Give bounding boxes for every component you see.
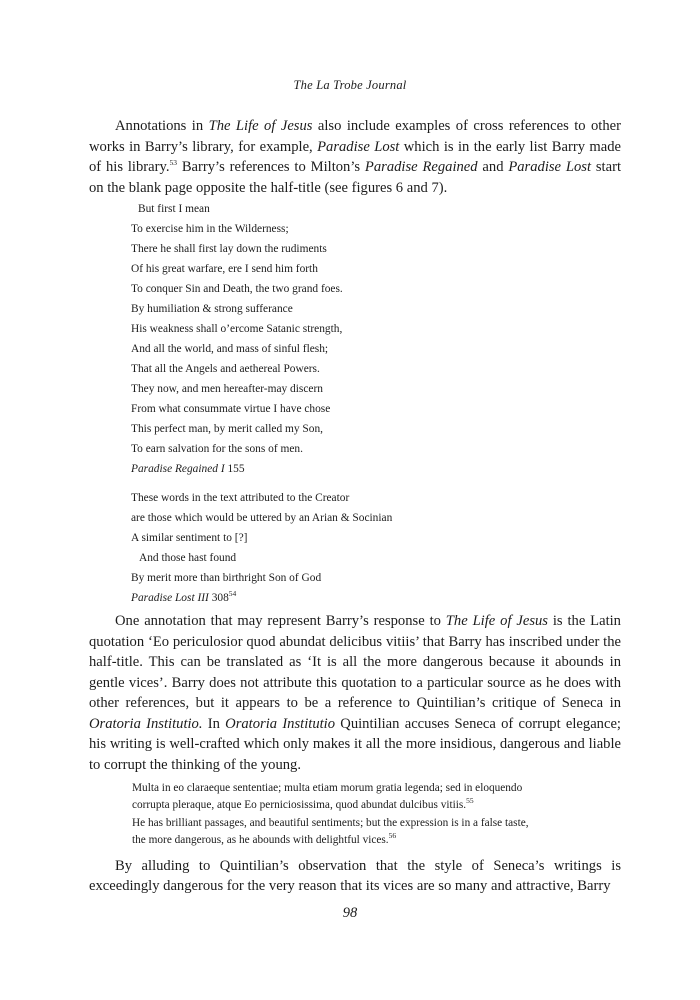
verse-line: These words in the text attributed to the Creator (131, 492, 350, 504)
verse-line: By humiliation & strong sufferance (131, 303, 293, 315)
verse-line: There he shall first lay down the rudiments (131, 243, 327, 255)
verse-arian-note (131, 488, 621, 608)
verse-line: This perfect man, by merit called my Son, (131, 423, 324, 435)
quote-line: corrupta pleraque, atque Eo perniciosissima, quod abundat dulcibus vitiis.$^{55}$ (132, 796, 474, 812)
paragraph-annotations (89, 116, 621, 198)
italic-title: Oratoria Institutio (225, 715, 336, 732)
stanza-gap (89, 479, 621, 488)
paragraph-seneca-style: By alluding to Quintilian’s observation that the style of Seneca’s writings is exceedingly dangerous for the very reason that its vices are so many and attractive, Barry (89, 857, 621, 895)
verse-line: A similar sentiment to [?] (131, 532, 248, 544)
text-run: also include examples of cross references to other works in Barry’s library, for example, (89, 118, 621, 155)
verse-line: And those hast found (139, 552, 237, 564)
text-run: One annotation that may represent Barry’s response to (115, 613, 446, 629)
verse-line: By merit more than birthright Son of God (131, 572, 322, 584)
verse-line: That all the Angels and aethereal Powers. (131, 363, 320, 375)
footnote-marker: 53 (169, 158, 177, 168)
text-run: Annotations in (115, 118, 209, 134)
quintilian-block-quote (132, 780, 621, 850)
text-run: and (477, 159, 509, 175)
quote-line: He has brilliant passages, and beautiful sentiments; but the expression is in a false taste, (132, 816, 529, 829)
italic-title: Paradise Lost (317, 138, 400, 155)
quote-line: Multa in eo claraeque sententiae; multa etiam morum gratia legenda; sed in eloquendo (132, 782, 523, 794)
verse-line: To exercise him in the Wilderness; (131, 223, 289, 235)
verse-line: To earn salvation for the sons of men. (131, 443, 303, 455)
verse-line: are those which would be uttered by an Arian & Socinian (131, 512, 393, 524)
running-head: The La Trobe Journal (293, 78, 407, 92)
verse-line: And all the world, and mass of sinful flesh; (131, 343, 329, 355)
paragraph-latin-quotation (89, 611, 621, 775)
citation-title: Paradise Lost III (131, 592, 209, 604)
text-run: which is in the early list Barry made of his library. (89, 138, 621, 175)
footnote-marker: 56 (388, 831, 397, 841)
verse-citation (131, 459, 621, 479)
verse-line: They now, and men hereafter-may discern (131, 383, 323, 395)
footnote-marker: 55 (466, 796, 474, 806)
italic-title: Paradise Regained (364, 159, 478, 175)
text-run: Quintilian accuses Seneca of corrupt elegance; his writing is well-crafted which only makes it all the more insidious, dangerous and liable to corrupt the thinking of the young. (89, 715, 621, 773)
text-run: In (202, 715, 226, 732)
italic-title: The Life of Jesus (208, 118, 313, 134)
verse-citation (131, 588, 621, 608)
page-body (89, 116, 621, 897)
verse-line: His weakness shall o’ercome Satanic strength, (131, 323, 343, 335)
verse-line: To conquer Sin and Death, the two grand foes. (131, 283, 343, 295)
citation-title: Paradise Regained I (131, 463, 225, 475)
verse-paradise-regained (131, 199, 621, 479)
footnote-marker: 54 (228, 589, 237, 599)
page-number: 98 (342, 905, 358, 921)
citation-ref: 155 (224, 463, 245, 475)
text-run: is the Latin quotation ‘Eo periculosior quod abundat delicibus vitiis’ that Barry has inscribed under the half-title. This can be translated as ‘It is all the more dangerous because it abounds in gentle vices’. Barry does not attribute this quotation to a particular source as he does with other references, but it appears to be a reference to Quintilian’s critique of Seneca in (89, 613, 621, 711)
italic-title: Oratoria Institutio. (89, 715, 203, 732)
italic-title: The Life of Jesus (445, 613, 548, 629)
italic-title: Paradise Lost (508, 159, 592, 175)
text-run: start on the blank page opposite the half-title (see figures 6 and 7). (89, 159, 621, 196)
verse-line: From what consummate virtue I have chose (131, 403, 331, 415)
verse-line: Of his great warfare, ere I send him forth (131, 263, 318, 275)
text-run: Barry’s references to Milton’s (176, 159, 365, 175)
verse-line: But first I mean (138, 203, 210, 215)
citation-ref: 308 (208, 592, 229, 604)
quote-line: the more dangerous, as he abounds with delightful vices.$^{56}$ (132, 831, 397, 847)
